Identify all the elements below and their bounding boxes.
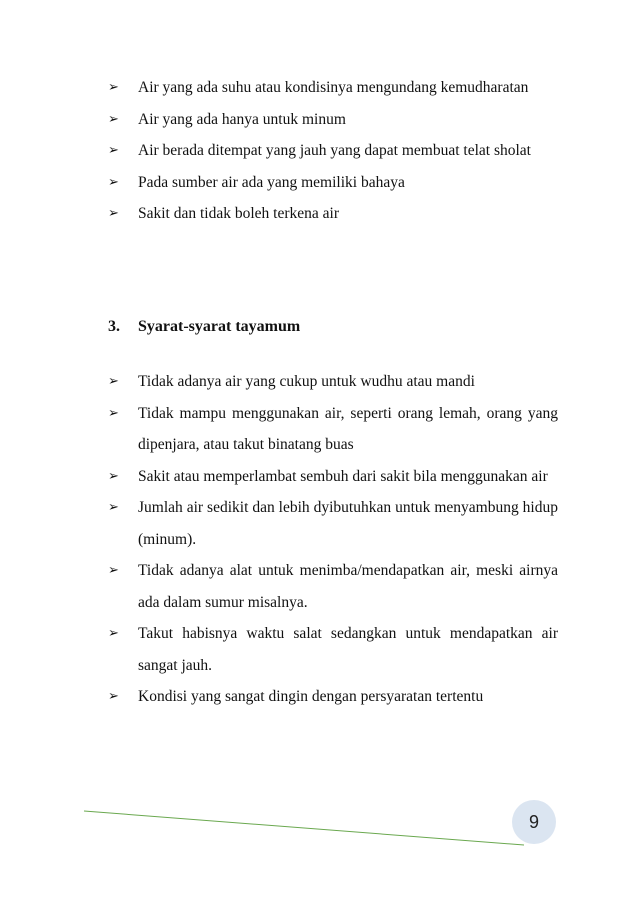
list-item-text: Kondisi yang sangat dingin dengan persyaratan tertentu [138,688,484,705]
arrow-bullet-icon: ➢ [108,374,119,389]
arrow-bullet-icon: ➢ [108,500,119,515]
arrow-bullet-icon: ➢ [108,468,119,484]
arrow-bullet-icon: ➢ [108,689,119,704]
list-item-text: Tidak adanya alat untuk menimba/mendapatkan air, meski airnya ada dalam sumur misalnya. [138,562,558,611]
arrow-bullet-icon: ➢ [108,174,119,190]
section-number: 3. [108,318,120,335]
arrow-bullet-icon: ➢ [108,80,119,95]
section-title: Syarat-syarat tayamum [138,318,301,335]
page-number: 9 [528,811,539,832]
arrow-bullet-icon: ➢ [108,405,119,421]
list-item-text: Takut habisnya waktu salat sedangkan untuk mendapatkan air sangat jauh. [138,625,558,674]
arrow-bullet-icon: ➢ [108,626,119,641]
page-number-badge [512,800,556,844]
list-item-text: Tidak adanya air yang cukup untuk wudhu atau mandi [138,373,475,390]
list-item-text: Jumlah air sedikit dan lebih dyibutuhkan untuk menyambung hidup (minum). [138,499,558,548]
list-item-text: Pada sumber air ada yang memiliki bahaya [138,173,405,191]
list-item-text: Sakit dan tidak boleh terkena air [138,205,340,222]
arrow-bullet-icon: ➢ [108,143,119,158]
list-item-text: Air berada ditempat yang jauh yang dapat membuat telat sholat [138,142,531,159]
arrow-bullet-icon: ➢ [108,206,119,221]
list-item-text: Air yang ada suhu atau kondisinya mengundang kemudharatan [138,79,529,96]
arrow-bullet-icon: ➢ [108,563,119,578]
arrow-bullet-icon: ➢ [108,111,119,127]
list-item-text: Tidak mampu menggunakan air, seperti orang lemah, orang yang dipenjara, atau takut binatang buas [138,404,558,453]
list-item-text: Sakit atau memperlambat sembuh dari sakit bila menggunakan air [138,467,548,485]
list-item-text: Air yang ada hanya untuk minum [138,110,346,128]
